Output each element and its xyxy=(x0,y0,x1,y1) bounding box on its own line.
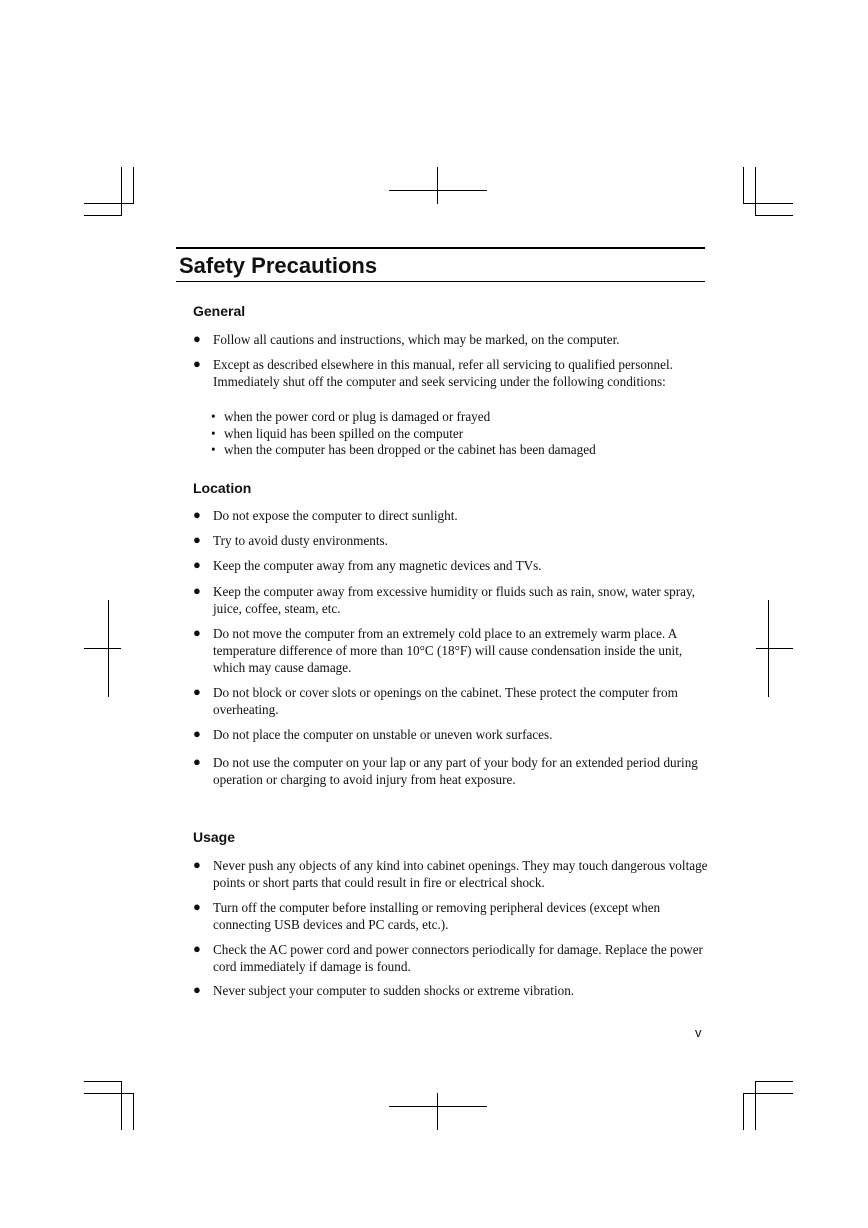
list-item: ● Keep the computer away from any magnetic devices and TVs. xyxy=(193,557,542,573)
bullet-icon: ● xyxy=(193,583,201,598)
section-heading-general: General xyxy=(193,303,246,319)
bullet-icon: ● xyxy=(193,754,201,769)
title-bottom-rule xyxy=(176,281,705,282)
list-item: ● Never subject your computer to sudden shocks or extreme vibration. xyxy=(193,982,575,998)
bullet-icon: ● xyxy=(193,899,201,914)
sub-bullet-icon: • xyxy=(211,409,216,424)
sub-list-item: • when the power cord or plug is damaged or frayed xyxy=(211,409,491,424)
list-item: ● Do not place the computer on unstable or uneven work surfaces. xyxy=(193,726,553,742)
bullet-icon: ● xyxy=(193,532,201,547)
bullet-icon: ● xyxy=(193,507,201,522)
bullet-icon: ● xyxy=(193,857,201,872)
bullet-icon: ● xyxy=(193,941,201,956)
list-item: ● Turn off the computer before installing or removing peripheral devices (except when connecting USB devices and PC cards, etc.). xyxy=(193,899,661,932)
sub-list-item: • when the computer has been dropped or the cabinet has been damaged xyxy=(211,442,596,457)
sub-list-item: • when liquid has been spilled on the computer xyxy=(211,426,464,441)
bullet-icon: ● xyxy=(193,982,201,997)
section-heading-usage: Usage xyxy=(193,829,236,845)
list-item: ● Try to avoid dusty environments. xyxy=(193,532,388,548)
list-item: ● Do not use the computer on your lap or any part of your body for an extended period during operation or charging to avoid injury from heat exposure. xyxy=(193,754,698,787)
list-item: ● Except as described elsewhere in this manual, refer all servicing to qualified personnel. Immediately shut off the computer and seek servicing under the following conditions: xyxy=(193,356,673,389)
section-heading-location: Location xyxy=(193,480,252,496)
bullet-icon: ● xyxy=(193,331,201,346)
bullet-icon: ● xyxy=(193,557,201,572)
page-number: v xyxy=(695,1025,702,1040)
list-item: ● Never push any objects of any kind into cabinet openings. They may touch dangerous voltage points or short parts that could result in fire or electrical shock. xyxy=(193,857,708,890)
list-item: ● Keep the computer away from excessive humidity or fluids such as rain, snow, water spray, juice, coffee, steam, etc. xyxy=(193,583,696,616)
sub-bullet-icon: • xyxy=(211,426,216,441)
page-title: Safety Precautions xyxy=(179,253,378,278)
list-item: ● Do not expose the computer to direct sunlight. xyxy=(193,507,458,523)
list-item: ● Do not block or cover slots or openings on the cabinet. These protect the computer from overheating. xyxy=(193,684,678,717)
bullet-icon: ● xyxy=(193,625,201,640)
list-item: ● Follow all cautions and instructions, which may be marked, on the computer. xyxy=(193,331,620,347)
bullet-icon: ● xyxy=(193,726,201,741)
bullet-icon: ● xyxy=(193,684,201,699)
list-item: ● Check the AC power cord and power connectors periodically for damage. Replace the power cord immediately if damage is found. xyxy=(193,941,703,974)
list-item: ● Do not move the computer from an extremely cold place to an extremely warm place. A temperature difference of more than 10°C (18°F) will cause condensation inside the unit, which may cause damage. xyxy=(193,625,683,675)
sub-bullet-icon: • xyxy=(211,442,216,457)
bullet-icon: ● xyxy=(193,356,201,371)
title-top-rule xyxy=(176,247,705,249)
